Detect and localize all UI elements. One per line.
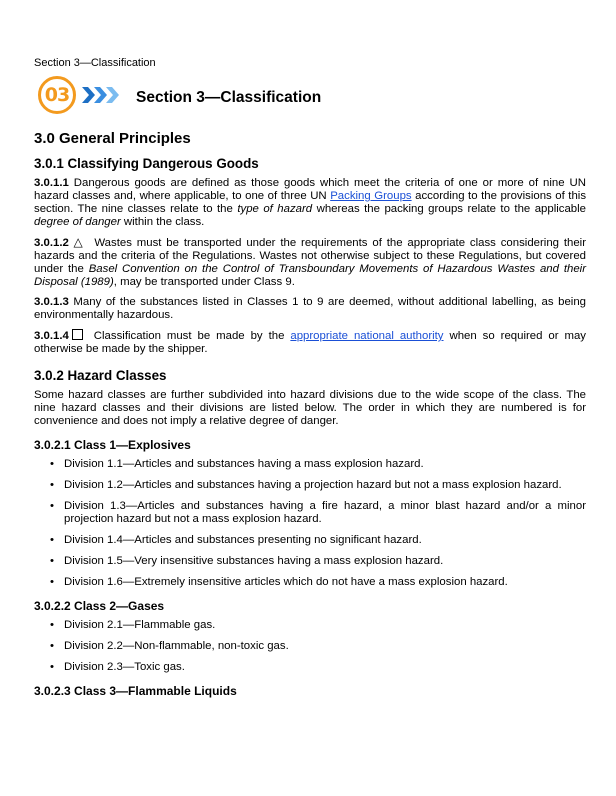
list-item: • Division 1.3—Articles and substances having a fire hazard, a minor blast hazard and/or a minor projection hazard but not a mass explosion hazard. [64, 500, 586, 526]
paragraph-text: , may be transported under Class 9. [113, 276, 295, 288]
paragraph-number: 3.0.1.4 [34, 330, 69, 342]
list-class-1-divisions [34, 458, 586, 589]
heading-general-principles: 3.0 General Principles [34, 130, 191, 147]
list-item: • Division 2.2—Non-flammable, non-toxic gas. [64, 640, 586, 653]
list-item: • Division 2.3—Toxic gas. [64, 661, 586, 674]
list-class-2-divisions [34, 619, 586, 674]
paragraph-number: 3.0.1.3 [34, 296, 69, 308]
paragraph-3-0-1-1 [34, 177, 586, 229]
list-item: • Division 1.2—Articles and substances having a projection hazard but not a mass explosion hazard. [64, 479, 586, 492]
paragraph-text: Classification must be made by the [87, 330, 291, 342]
heading-class-3: 3.0.2.3 Class 3—Flammable Liquids [34, 684, 237, 698]
section-number-badge: 03 [38, 76, 76, 114]
paragraph-3-0-1-4 [34, 329, 586, 356]
triangle-icon: △ [71, 235, 85, 249]
section-banner [38, 76, 321, 114]
square-icon [72, 329, 83, 340]
paragraph-text: Wastes must be transported under the requirements of the appropriate class considering their hazards and the criteria of the Regulations. Wastes not otherwise subject to these Regulations, but covered under the [34, 237, 587, 275]
heading-class-2: 3.0.2.2 Class 2—Gases [34, 599, 165, 613]
paragraph-text: whereas the packing groups relate to the applicable [312, 203, 587, 215]
paragraph-hazard-classes-intro: Some hazard classes are further subdivided into hazard divisions due to the wide scope of the class. The nine hazard classes and their divisions are listed below. The order in which they are numbered is for convenience and does not imply a relative degree of danger. [34, 389, 586, 427]
paragraph-text: when so required or may otherwise be made by the shipper. [34, 330, 587, 355]
document-body [34, 130, 586, 704]
section-title: Section 3—Classification [136, 89, 322, 106]
heading-hazard-classes: 3.0.2 Hazard Classes [34, 368, 167, 383]
list-item: • Division 1.1—Articles and substances having a mass explosion hazard. [64, 458, 586, 471]
link-packing-groups[interactable]: Packing Groups [330, 190, 412, 202]
link-appropriate-national-authority[interactable]: appropriate national authority [290, 330, 444, 342]
emphasis-text: type of hazard [237, 203, 313, 215]
emphasis-text: Basel Convention on the Control of Transboundary Movements of Hazardous Wastes and their Disposal (1989) [34, 263, 586, 288]
heading-class-1: 3.0.2.1 Class 1—Explosives [34, 438, 191, 452]
running-header: Section 3—Classification [34, 57, 156, 69]
paragraph-text: Many of the substances listed in Classes 1 to 9 are deemed, without additional labelling, as being environmentally hazardous. [34, 296, 586, 321]
paragraph-text: according to the provisions of this section. The nine classes relate to the [34, 190, 587, 215]
list-item: • Division 1.4—Articles and substances presenting no significant hazard. [64, 534, 586, 547]
paragraph-number: 3.0.1.1 [34, 177, 69, 189]
list-item: • Division 1.6—Extremely insensitive articles which do not have a mass explosion hazard. [64, 576, 586, 589]
list-item: • Division 1.5—Very insensitive substances having a mass explosion hazard. [64, 555, 586, 568]
paragraph-text: Dangerous goods are defined as those goods which meet the criteria of one or more of nine UN hazard classes and, where applicable, to one of three UN [34, 177, 586, 202]
emphasis-text: degree of danger [34, 216, 121, 228]
paragraph-3-0-1-2 [34, 236, 586, 289]
paragraph-number: 3.0.1.2 [34, 237, 69, 249]
list-item: • Division 2.1—Flammable gas. [64, 619, 586, 632]
paragraph-3-0-1-3 [34, 296, 586, 322]
heading-classifying-dangerous-goods: 3.0.1 Classifying Dangerous Goods [34, 156, 259, 171]
paragraph-text: within the class. [120, 216, 205, 228]
chevron-arrows-icon [82, 86, 122, 104]
